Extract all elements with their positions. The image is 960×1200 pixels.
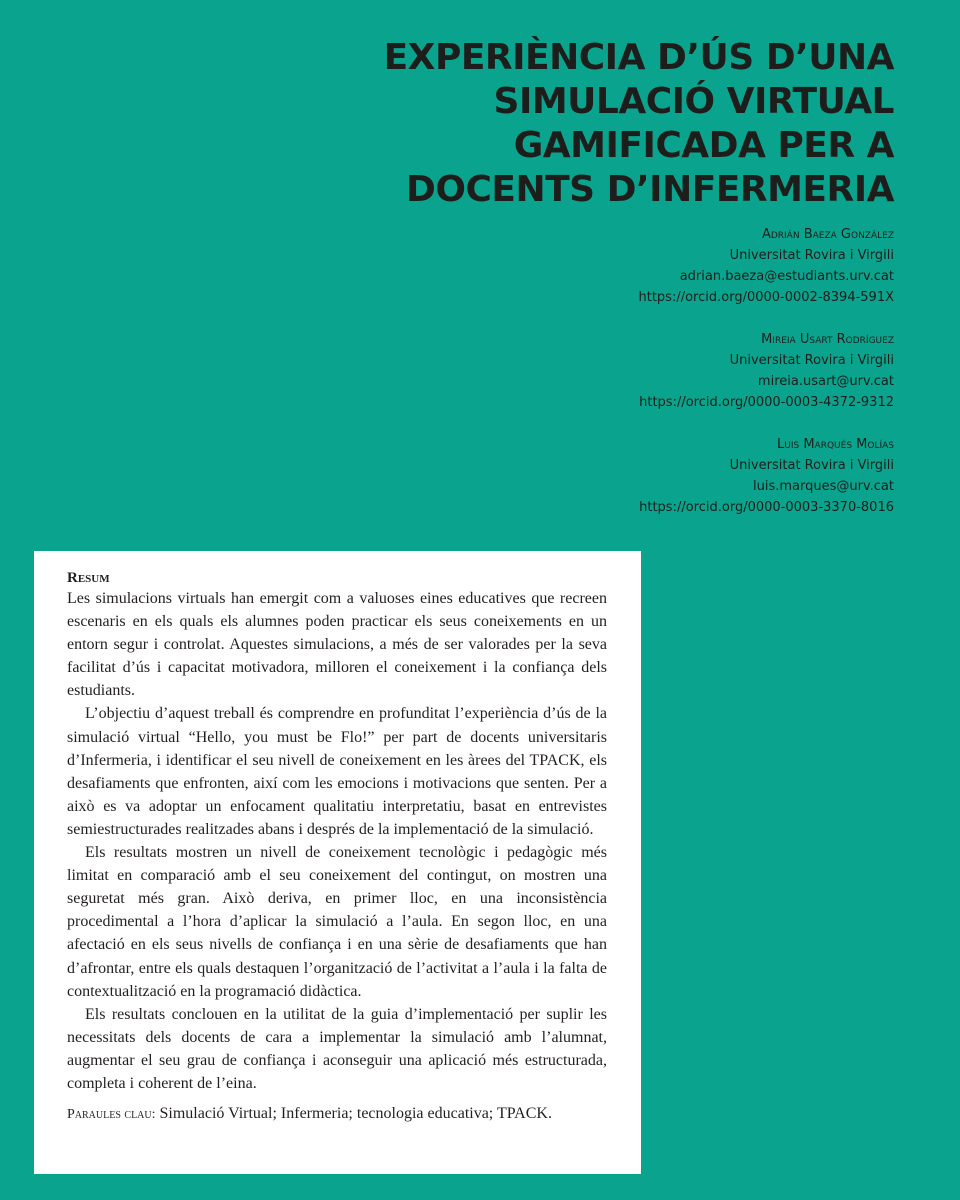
title-line: GAMIFICADA PER A <box>513 125 894 166</box>
author-email[interactable]: mireia.usart@urv.cat <box>757 374 894 389</box>
keywords-list: Simulació Virtual; Infermeria; tecnologia educativa; TPACK. <box>159 1105 552 1123</box>
abstract-heading: Resum <box>67 570 110 586</box>
author-affiliation: Universitat Rovira i Virgili <box>729 248 894 263</box>
abstract-text <box>67 587 607 1095</box>
abstract-paragraph: Les simulacions virtuals han emergit com a valuoses eines educatives que recreen escenaris en els quals els alumnes poden practicar els seus coneixements en un entorn segur i controlat. Aquestes simulacions, a més de ser valorades per la seva facilitat d’ús i capacitat motivadora, milloren el coneixement i la confiança dels estudiants. <box>67 590 607 700</box>
author-orcid[interactable]: https://orcid.org/0000-0003-4372-9312 <box>639 395 894 410</box>
author-block <box>474 329 894 413</box>
author-block <box>474 434 894 518</box>
author-name: Luis Marqués Molías <box>777 437 894 452</box>
author-affiliation: Universitat Rovira i Virgili <box>729 353 894 368</box>
author-list <box>474 224 894 539</box>
abstract-paragraph: Els resultats conclouen en la utilitat de la guia d’implementació per suplir les necessitats dels docents de cara a implementar la simulació amb l’alumnat, augmentar el seu grau de confiança i aconseguir una aplicació més estructurada, completa i coherent de l’eina. <box>67 1005 607 1092</box>
author-orcid[interactable]: https://orcid.org/0000-0003-3370-8016 <box>639 500 894 515</box>
abstract-paragraph: L’objectiu d’aquest treball és comprendre en profunditat l’experiència d’ús de la simulació virtual “Hello, you must be Flo!” per part de docents universitaris d’Infermeria, i identificar el seu nivell de coneixement en les àrees del TPACK, els desafiaments que enfronten, així com les emocions i motivacions que senten. Per a això es va adoptar un enfocament qualitatiu interpretatiu, basat en entrevistes semiestructurades realitzades abans i després de la implementació de la simulació. <box>67 705 607 838</box>
author-name: Mireia Usart Rodríguez <box>761 332 894 347</box>
author-email[interactable]: adrian.baeza@estudiants.urv.cat <box>679 269 894 284</box>
author-email[interactable]: luis.marques@urv.cat <box>753 479 894 494</box>
keywords-label: Paraules clau: <box>67 1107 156 1123</box>
keywords <box>67 1102 607 1126</box>
abstract-paragraph: Els resultats mostren un nivell de coneixement tecnològic i pedagògic més limitat en comparació amb el seu coneixement del contingut, on mostren una seguretat més gran. Això deriva, en primer lloc, en una inconsistència procedimental a l’hora d’aplicar la simulació a l’aula. En segon lloc, en una afectació en els seus nivells de confiança i en una sèrie de desafiaments que han d’afrontar, entre els quals destaquen l’organització de l’activitat a l’aula i la falta de contextualització en la programació didàctica. <box>67 844 607 1000</box>
author-name: Adrián Baeza González <box>761 227 894 242</box>
author-affiliation: Universitat Rovira i Virgili <box>729 458 894 473</box>
abstract-box <box>34 551 641 1174</box>
title-line: SIMULACIÓ VIRTUAL <box>493 81 894 122</box>
author-orcid[interactable]: https://orcid.org/0000-0002-8394-591X <box>638 290 894 305</box>
title-line: DOCENTS D’INFERMERIA <box>405 169 894 210</box>
author-block <box>474 224 894 308</box>
title-line: EXPERIÈNCIA D’ÚS D’UNA <box>383 37 894 78</box>
article-title <box>334 36 894 212</box>
